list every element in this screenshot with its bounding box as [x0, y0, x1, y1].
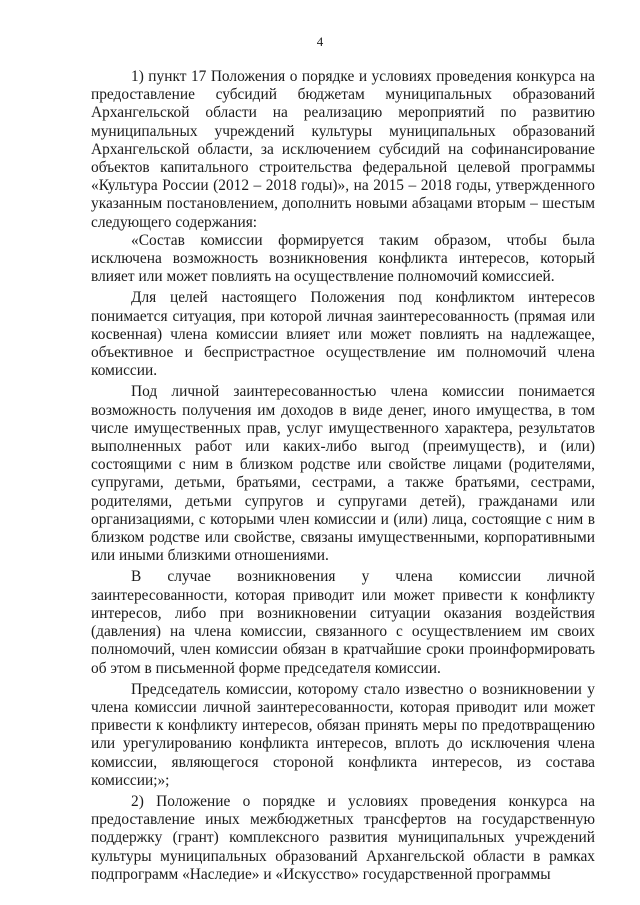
paragraph-member-obligation: В случае возникновения у члена комиссии личной заинтересованности, которая приводит или может привести к конфликту интересов, либо при возникновении ситуации оказания воздействия (давления) на члена комиссии, связанного с осуществлением им своих полномочий, член комиссии обязан в кратчайшие сроки проинформировать об этом в письменной форме председателя комиссии.	[91, 568, 595, 677]
paragraph-personal-interest: Под личной заинтересованностью члена комиссии понимается возможность получения им доходов в виде денег, иного имущества, в том числе имущественных прав, услуг имущественного характера, результатов выполненных работ или каких-либо выгод (преимуществ), и (или) состоящими с ним в близком родстве или свойстве лицами (родителями, супругами, детьми, братьями, сестрами, а также братьями, сестрами, родителями, детьми супругов и супругами детей), гражданами или организациями, с которыми член комиссии и (или) лица, состоящие с ним в близком родстве или свойстве, связаны имущественными, корпоративными или иными близкими отношениями.	[91, 383, 595, 565]
paragraph-amendment-1: 1) пункт 17 Положения о порядке и условиях проведения конкурса на предоставление субсидий бюджетам муниципальных образований Архангельской области на реализацию мероприятий по развитию муниципальных учреждений культуры муниципальных образований Архангельской области, за исключением субсидий на софинансирование объектов капитального строительства федеральной целевой программы «Культура России (2012 – 2018 годы)», на 2015 – 2018 годы, утвержденного указанным постановлением, дополнить новыми абзацами вторым – шестым следующего содержания:	[91, 68, 595, 231]
paragraph-commission-composition: «Состав комиссии формируется таким образом, чтобы была исключена возможность возникновения конфликта интересов, который влияет или может повлиять на осуществление полномочий комиссией.	[91, 231, 595, 286]
page-number: 4	[316, 34, 324, 49]
paragraph-conflict-definition: Для целей настоящего Положения под конфликтом интересов понимается ситуация, при которой личная заинтересованность (прямая или косвенная) члена комиссии влияет или может повлиять на надлежащее, объективное и беспристрастное осуществление им полномочий члена комиссии.	[91, 289, 595, 380]
document-body	[91, 68, 595, 884]
paragraph-chairman-obligation: Председатель комиссии, которому стало известно о возникновении у члена комиссии личной заинтересованности, которая приводит или может привести к конфликту интересов, обязан принять меры по предотвращению или урегулированию конфликта интересов, вплоть до исключения члена комиссии, являющегося стороной конфликта интересов, из состава комиссии;»;	[91, 680, 595, 789]
paragraph-amendment-2: 2) Положение о порядке и условиях проведения конкурса на предоставление иных межбюджетных трансфертов на государственную поддержку (грант) комплексного развития муниципальных учреждений культуры муниципальных образований Архангельской области в рамках подпрограмм «Наследие» и «Искусство» государственной программы	[91, 792, 595, 883]
